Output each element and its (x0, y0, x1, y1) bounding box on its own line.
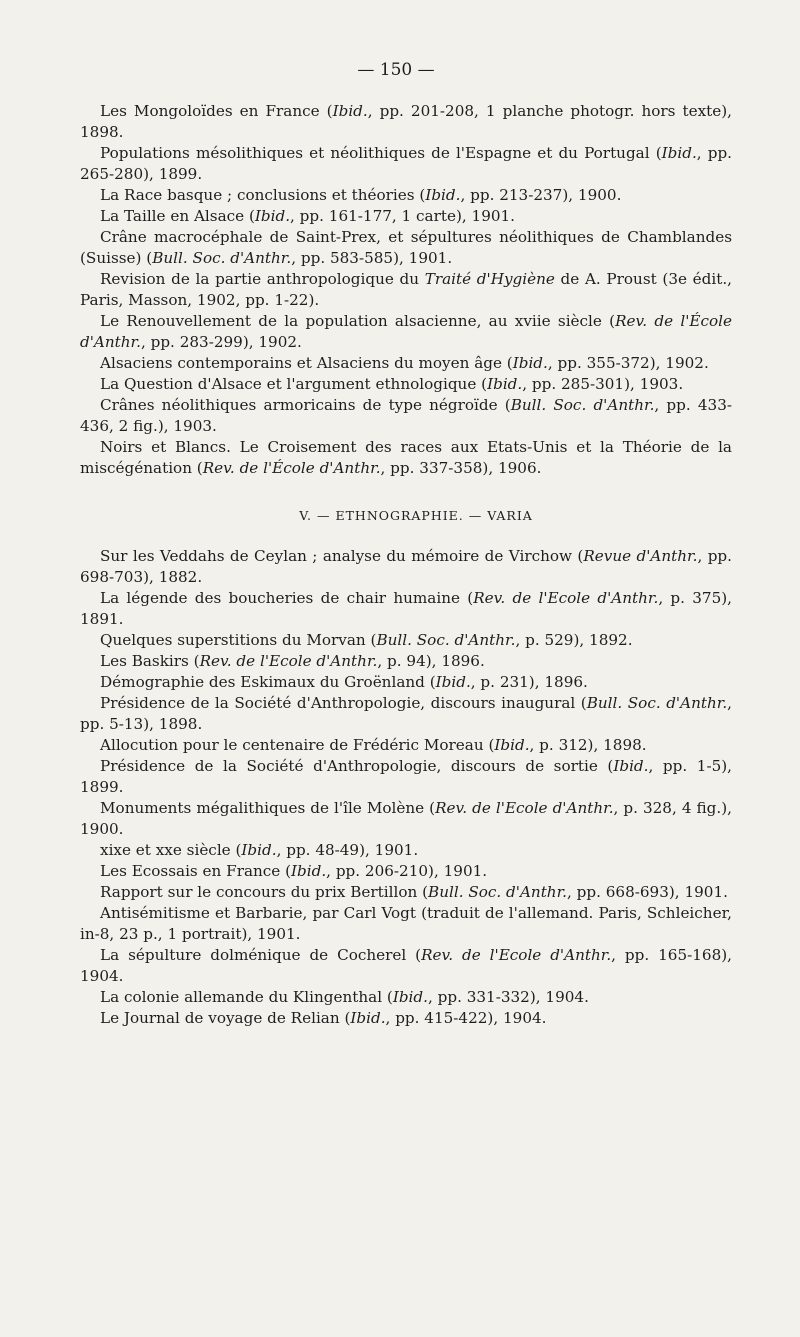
entry-text: La colonie allemande du Klingenthal ( (100, 988, 393, 1006)
entry-text: Les Mongoloïdes en France ( (100, 102, 333, 120)
bibliography-entry (80, 840, 732, 861)
bibliography-entry (80, 206, 732, 227)
bibliography-entry (80, 693, 732, 735)
entry-text: Les Ecossais en France ( (100, 862, 292, 880)
entry-source: Ibid. (435, 673, 471, 691)
page-number: — 150 — (357, 60, 435, 80)
entry-text: La Taille en Alsace ( (100, 207, 255, 225)
entry-source: Rev. de l'Ecole d'Anthr. (473, 589, 659, 607)
entry-text: Le Journal de voyage de Relian ( (100, 1009, 351, 1027)
entry-text: , pp. 355-372), 1902. (547, 354, 709, 372)
entry-source: Bull. Soc. d'Anthr. (586, 694, 728, 712)
bibliography-entry (80, 227, 732, 269)
bibliography-entry (80, 311, 732, 353)
entry-text: , p. 529), 1892. (515, 631, 633, 649)
entry-text: Sur les Veddahs de Ceylan ; analyse du mémoire de Virchow ( (100, 547, 584, 565)
entry-text: Les Baskirs ( (100, 652, 200, 670)
section-heading: V. — ETHNOGRAPHIE. — VARIA (299, 508, 533, 523)
bibliography-entry (80, 630, 732, 651)
entry-source: Ibid. (350, 1009, 386, 1027)
entry-text: , pp. 415-422), 1904. (385, 1009, 547, 1027)
entry-text: Allocution pour le centenaire de Frédéric Moreau ( (100, 736, 495, 754)
entry-text: , pp. 1-5), 1899. (80, 757, 732, 796)
entry-text: Alsaciens contemporains et Alsaciens du moyen âge ( (100, 354, 513, 372)
entry-source: Rev. de l'École d'Anthr. (202, 459, 381, 477)
entry-text: , pp. 5-13), 1898. (80, 694, 732, 733)
entry-text: La Question d'Alsace et l'argument ethnologique ( (100, 375, 488, 393)
bibliography-list-ethnography (80, 546, 732, 1029)
bibliography-entry (80, 101, 732, 143)
bibliography-entry (80, 798, 732, 840)
entry-text: Revision de la partie anthropologique du (100, 270, 425, 288)
bibliography-entry (80, 588, 732, 630)
bibliography-entry (80, 651, 732, 672)
entry-text: Le Renouvellement de la population alsacienne, au xviie siècle ( (100, 312, 616, 330)
entry-text: Noirs et Blancs. Le Croisement des races aux Etats-Unis et la Théorie de la miscégénation ( (80, 438, 732, 477)
bibliography-entry (80, 395, 732, 437)
entry-text: , pp. 265-280), 1899. (80, 144, 732, 183)
entry-source: Rev. de l'Ecole d'Anthr. (435, 799, 614, 817)
entry-source: Ibid. (291, 862, 327, 880)
bibliography-entry (80, 672, 732, 693)
entry-text: Populations mésolithiques et néolithiques de l'Espagne et du Portugal ( (100, 144, 662, 162)
entry-source: Bull. Soc. d'Anthr. (152, 249, 292, 267)
entry-source: Rev. de l'Ecole d'Anthr. (199, 652, 378, 670)
bibliography-entry (80, 903, 732, 945)
bibliography-entry (80, 353, 732, 374)
entry-source: Ibid. (392, 988, 428, 1006)
bibliography-entry (80, 756, 732, 798)
entry-source: Ibid. (487, 375, 523, 393)
entry-text: , pp. 285-301), 1903. (522, 375, 684, 393)
bibliography-entry (80, 374, 732, 395)
entry-text: Monuments mégalithiques de l'île Molène ( (100, 799, 436, 817)
entry-text: Crânes néolithiques armoricains de type négroïde ( (100, 396, 511, 414)
entry-text: Quelques superstitions du Morvan ( (100, 631, 377, 649)
entry-source: Traité d'Hygiène (424, 270, 555, 288)
entry-text: La légende des boucheries de chair humaine ( (100, 589, 474, 607)
entry-text: , p. 94), 1896. (377, 652, 485, 670)
bibliography-entry (80, 987, 732, 1008)
entry-text: , pp. 283-299), 1902. (140, 333, 302, 351)
entry-source: Revue d'Anthr. (583, 547, 698, 565)
entry-text: Antisémitisme et Barbarie, par Carl Vogt (traduit de l'allemand. Paris, Schleicher, in-8, 23 p., 1 portrait), 1901. (80, 904, 732, 943)
entry-text: , pp. 206-210), 1901. (326, 862, 488, 880)
bibliography-entry (80, 945, 732, 987)
entry-source: Ibid. (512, 354, 548, 372)
entry-source: Ibid. (494, 736, 530, 754)
entry-text: , pp. 698-703), 1882. (80, 547, 732, 586)
bibliography-list-anthropology (80, 101, 732, 479)
entry-text: xixe et xxe siècle ( (100, 841, 242, 859)
entry-text: , pp. 337-358), 1906. (380, 459, 542, 477)
entry-text: Crâne macrocéphale de Saint-Prex, et sépultures néolithiques de Chamblandes (Suisse) ( (80, 228, 732, 267)
entry-text: , pp. 201-208, 1 planche photogr. hors texte), 1898. (80, 102, 732, 141)
entry-source: Ibid. (425, 186, 461, 204)
entry-source: Ibid. (241, 841, 277, 859)
bibliography-entry (80, 861, 732, 882)
entry-text: Présidence de la Société d'Anthropologie, discours de sortie ( (100, 757, 614, 775)
entry-source: Rev. de l'École d'Anthr. (80, 312, 732, 351)
bibliography-entry (80, 269, 732, 311)
entry-source: Ibid. (661, 144, 697, 162)
entry-text: , pp. 213-237), 1900. (460, 186, 622, 204)
entry-text: , p. 375), 1891. (80, 589, 732, 628)
bibliography-entry (80, 735, 732, 756)
entry-text: , pp. 583-585), 1901. (291, 249, 453, 267)
bibliography-entry (80, 882, 732, 903)
entry-text: , pp. 165-168), 1904. (80, 946, 732, 985)
entry-text: Rapport sur le concours du prix Bertillon ( (100, 883, 429, 901)
bibliography-entry (80, 437, 732, 479)
entry-text: Démographie des Eskimaux du Groënland ( (100, 673, 436, 691)
entry-text: Présidence de la Société d'Anthropologie, discours inaugural ( (100, 694, 587, 712)
entry-text: , pp. 48-49), 1901. (276, 841, 419, 859)
entry-text: , pp. 433-436, 2 fig.), 1903. (80, 396, 732, 435)
entry-text: , pp. 161-177, 1 carte), 1901. (290, 207, 516, 225)
entry-text: La sépulture dolménique de Cocherel ( (100, 946, 422, 964)
bibliography-entry (80, 1008, 732, 1029)
entry-source: Ibid. (613, 757, 649, 775)
bibliography-entry (80, 143, 732, 185)
entry-text: , pp. 331-332), 1904. (427, 988, 589, 1006)
entry-text: , p. 231), 1896. (470, 673, 588, 691)
entry-source: Bull. Soc. d'Anthr. (510, 396, 655, 414)
entry-text: , p. 312), 1898. (529, 736, 647, 754)
entry-text: de A. Proust (3e édit., Paris, Masson, 1902, pp. 1-22). (80, 270, 732, 309)
entry-text: , pp. 668-693), 1901. (567, 883, 728, 901)
bibliography-entry (80, 546, 732, 588)
entry-source: Ibid. (254, 207, 291, 225)
page (80, 60, 732, 1029)
entry-source: Rev. de l'Ecole d'Anthr. (421, 946, 612, 964)
entry-source: Bull. Soc. d'Anthr. (428, 883, 568, 901)
bibliography-entry (80, 185, 732, 206)
entry-source: Ibid. (332, 102, 368, 120)
entry-source: Bull. Soc. d'Anthr. (376, 631, 516, 649)
entry-text: La Race basque ; conclusions et théories ( (100, 186, 426, 204)
entry-text: , p. 328, 4 fig.), 1900. (80, 799, 732, 838)
